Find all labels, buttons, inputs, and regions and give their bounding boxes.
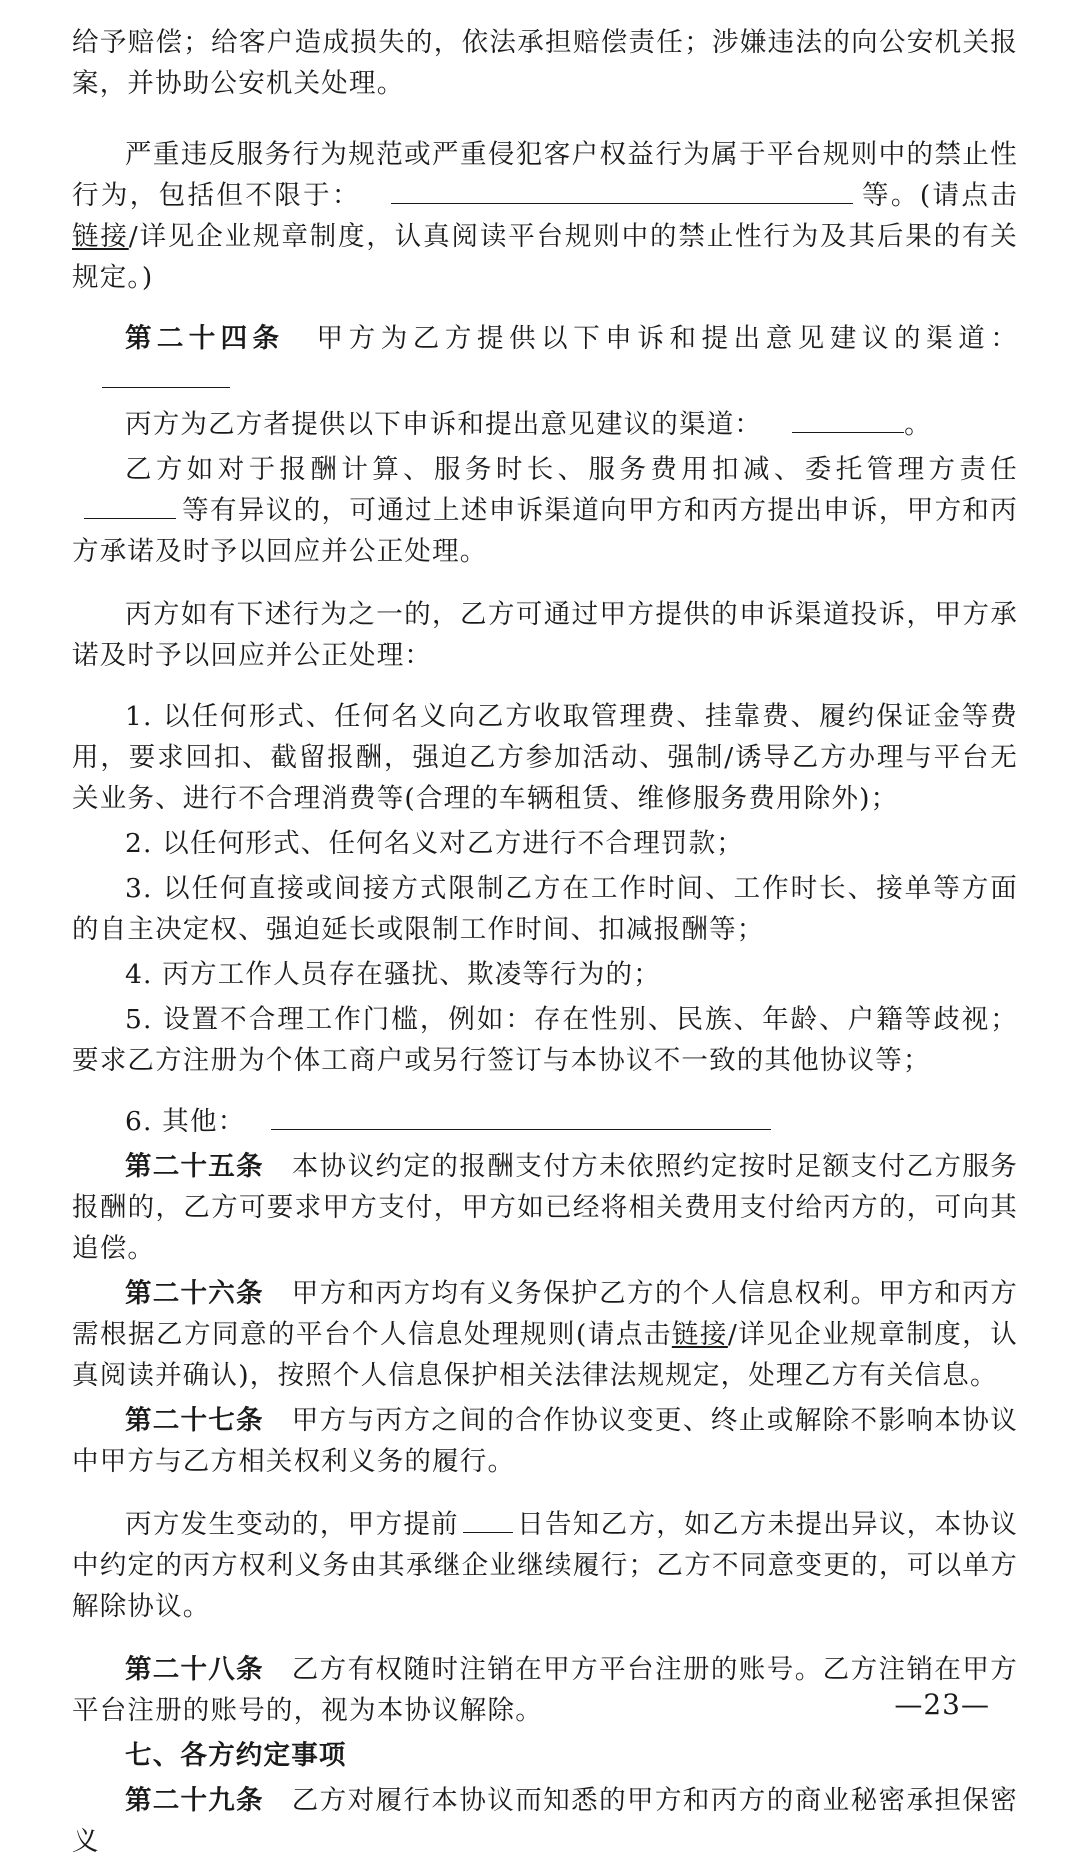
paragraph-text: 严重违反服务行为规范或严重侵犯客户权益行为属于平台规则中的禁止性行为，包括但不限于： <box>72 139 1018 211</box>
article-27-change <box>72 1504 1018 1627</box>
article-text: /详见企业规章制度，认真阅读并确认)，按照个人信息保护相关法律法规规定，处理乙方有关信息。 <box>72 1319 1018 1391</box>
paragraph-text: 日告知乙方，如乙方未提出异议，本协议中约定的丙方权利义务由其承继企业继续履行；乙方不同意变更的，可以单方解除协议。 <box>72 1509 1018 1622</box>
fill-in-blank[interactable] <box>102 361 230 388</box>
paragraph-text: 。 <box>904 409 932 440</box>
fill-in-blank[interactable] <box>463 1506 513 1533</box>
paragraph-text: 丙方发生变动的，甲方提前 <box>125 1509 459 1540</box>
paragraph-text: 乙方如对于报酬计算、服务时长、服务费用扣减、委托管理方责任 <box>125 454 1018 485</box>
article-24-appeal <box>72 449 1018 572</box>
list-item-text: 5. 设置不合理工作门槛，例如：存在性别、民族、年龄、户籍等歧视；要求乙方注册为个体工商户或另行签订与本协议不一致的其他协议等； <box>72 1004 1018 1076</box>
list-item <box>72 1101 1018 1142</box>
article-text: 甲方和丙方均有义务保护乙方的个人信息权利。甲方和丙方需根据乙方同意的平台个人信息处理规则(请点击 <box>72 1278 1019 1350</box>
article-text: 乙方对履行本协议而知悉的甲方和丙方的商业秘密承担保密义 <box>72 1785 1019 1857</box>
article-text: 本协议约定的报酬支付方未依照约定按时足额支付乙方服务报酬的，乙方可要求甲方支付，甲方如已经将相关费用支付给丙方的，可向其追偿。 <box>72 1151 1019 1264</box>
list-item <box>72 696 1018 819</box>
article-28 <box>72 1649 1018 1731</box>
list-item-text: 1. 以任何形式、任何名义向乙方收取管理费、挂靠费、履约保证金等费用，要求回扣、截留报酬，强迫乙方参加活动、强制/诱导乙方办理与平台无关业务、进行不合理消费等(合理的车辆租赁、维修服务费用除外)； <box>72 701 1018 814</box>
list-item <box>72 954 1018 995</box>
article-29 <box>72 1780 1018 1862</box>
paragraph-compensation <box>72 22 1018 104</box>
fill-in-blank[interactable] <box>792 406 904 433</box>
list-item <box>72 868 1018 950</box>
article-24 <box>72 318 1018 400</box>
paragraph-text: 丙方为乙方者提供以下申诉和提出意见建议的渠道： <box>125 409 763 440</box>
paragraph-text: /详见企业规章制度，认真阅读平台规则中的禁止性行为及其后果的有关规定。) <box>72 221 1019 293</box>
list-item-text: 3. 以任何直接或间接方式限制乙方在工作时间、工作时长、接单等方面的自主决定权、强迫延长或限制工作时间、扣减报酬等； <box>72 873 1018 945</box>
list-item <box>72 999 1018 1081</box>
article-27 <box>72 1400 1018 1482</box>
paragraph-text: 给予赔偿；给客户造成损失的，依法承担赔偿责任；涉嫌违法的向公安机关报案，并协助公安机关处理。 <box>72 27 1018 99</box>
privacy-rules-link[interactable]: 链接 <box>671 1319 728 1350</box>
paragraph-prohibited-behavior <box>72 134 1018 298</box>
list-item-text: 2. 以任何形式、任何名义对乙方进行不合理罚款； <box>125 828 745 859</box>
rules-link[interactable]: 链接 <box>72 221 129 252</box>
article-label: 第二十九条 <box>125 1785 264 1816</box>
article-26 <box>72 1273 1018 1396</box>
paragraph-text: 丙方如有下述行为之一的，乙方可通过甲方提供的申诉渠道投诉，甲方承诺及时予以回应并公正处理： <box>72 599 1018 671</box>
article-label: 第二十五条 <box>125 1151 264 1182</box>
paragraph-text: 等。(请点击 <box>860 180 1019 211</box>
fill-in-blank[interactable] <box>84 492 176 519</box>
paragraph-text: 等有异议的，可通过上述申诉渠道向甲方和丙方提出申诉，甲方和丙方承诺及时予以回应并公正处理。 <box>72 495 1018 567</box>
fill-in-blank[interactable] <box>391 177 853 204</box>
paragraph-bing-violations <box>72 594 1018 676</box>
article-text: 甲方与丙方之间的合作协议变更、终止或解除不影响本协议中甲方与乙方相关权利义务的履行。 <box>72 1405 1019 1477</box>
article-24-bing-channel <box>72 404 1018 445</box>
list-item <box>72 823 1018 864</box>
article-text: 甲方为乙方提供以下申诉和提出意见建议的渠道： <box>316 323 1019 354</box>
article-label: 第二十七条 <box>125 1405 264 1436</box>
article-25 <box>72 1146 1018 1269</box>
page-number: —23— <box>894 1688 990 1721</box>
fill-in-blank[interactable] <box>271 1103 771 1130</box>
article-label: 第二十四条 <box>125 323 285 354</box>
article-text: 乙方有权随时注销在甲方平台注册的账号。乙方注销在甲方平台注册的账号的，视为本协议解除。 <box>72 1654 1019 1726</box>
list-item-text: 4. 丙方工作人员存在骚扰、欺凌等行为的； <box>125 959 661 990</box>
list-item-text: 6. 其他： <box>125 1106 246 1137</box>
article-label: 第二十六条 <box>125 1278 264 1309</box>
section-title: 七、各方约定事项 <box>125 1740 347 1771</box>
section-heading <box>72 1735 1018 1776</box>
article-label: 第二十八条 <box>125 1654 264 1685</box>
